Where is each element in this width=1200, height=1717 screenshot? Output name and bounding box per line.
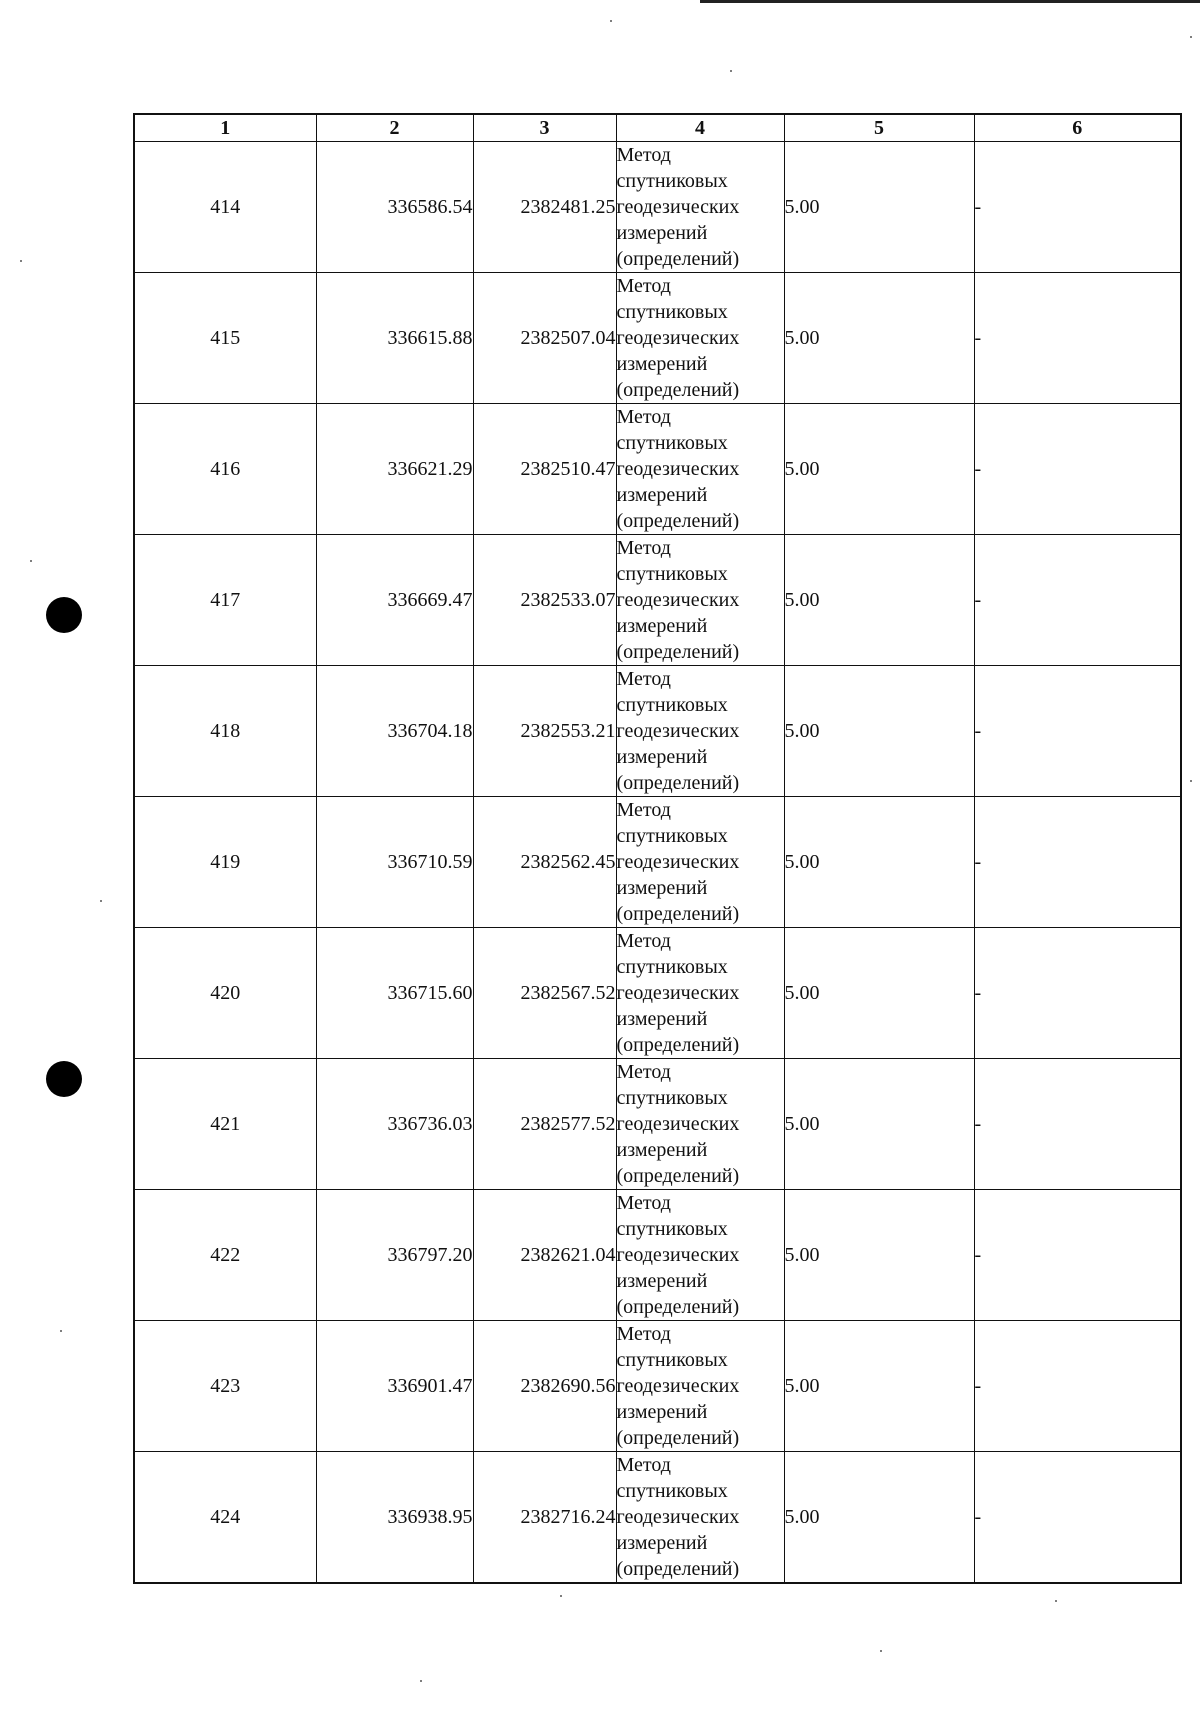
y-coordinate-cell: 2382567.52 [473,928,616,1059]
method-text-line: Метод [616,1192,671,1214]
method-text-line: Метод [616,537,671,559]
method-text-line: геодезических [616,851,740,873]
coordinates-table [133,113,1182,1584]
method-cell [616,142,784,273]
accuracy-cell: 5.00 [784,1190,974,1321]
note-cell: - [974,1190,1181,1321]
note-cell: - [974,535,1181,666]
point-number-cell: 418 [134,666,316,797]
y-coordinate-cell: 2382481.25 [473,142,616,273]
y-coordinate-cell: 2382621.04 [473,1190,616,1321]
table-row [134,535,1181,666]
method-text-line: (определений) [616,510,740,532]
note-cell: - [974,1321,1181,1452]
y-coordinate-cell: 2382562.45 [473,797,616,928]
x-coordinate-cell: 336621.29 [316,404,473,535]
point-number-cell: 423 [134,1321,316,1452]
table-row [134,1321,1181,1452]
method-text-line: (определений) [616,1165,740,1187]
accuracy-cell: 5.00 [784,535,974,666]
scan-speck [880,1650,882,1652]
table-row [134,1190,1181,1321]
method-cell [616,1059,784,1190]
scan-speck [420,1680,422,1682]
method-cell [616,535,784,666]
method-text-line: измерений [616,1139,708,1161]
method-cell [616,928,784,1059]
scan-top-edge-line [700,0,1200,3]
method-text-line: Метод [616,799,671,821]
point-number-cell: 421 [134,1059,316,1190]
method-cell [616,1321,784,1452]
y-coordinate-cell: 2382553.21 [473,666,616,797]
x-coordinate-cell: 336797.20 [316,1190,473,1321]
method-text-line: (определений) [616,379,740,401]
x-coordinate-cell: 336710.59 [316,797,473,928]
method-text-line: (определений) [616,1296,740,1318]
method-text-line: спутниковых [616,825,728,847]
method-text-line: геодезических [616,327,740,349]
table-row [134,666,1181,797]
scan-speck [1190,780,1192,782]
y-coordinate-cell: 2382577.52 [473,1059,616,1190]
scan-speck [100,900,102,902]
accuracy-cell: 5.00 [784,666,974,797]
table-row [134,273,1181,404]
accuracy-cell: 5.00 [784,1059,974,1190]
scan-speck [730,70,732,72]
method-text-line: (определений) [616,1427,740,1449]
method-text-line: геодезических [616,1375,740,1397]
method-cell [616,1190,784,1321]
method-text-line: спутниковых [616,563,728,585]
note-cell: - [974,1452,1181,1584]
point-number-cell: 422 [134,1190,316,1321]
method-cell [616,404,784,535]
method-text-line: измерений [616,1270,708,1292]
method-text-line: Метод [616,1061,671,1083]
column-header: 6 [974,114,1181,142]
accuracy-cell: 5.00 [784,404,974,535]
method-text-line: измерений [616,877,708,899]
method-text-line: (определений) [616,1558,740,1580]
table-row [134,928,1181,1059]
column-header: 1 [134,114,316,142]
method-text-line: геодезических [616,982,740,1004]
method-text-line: измерений [616,746,708,768]
y-coordinate-cell: 2382533.07 [473,535,616,666]
point-number-cell: 414 [134,142,316,273]
method-text-line: спутниковых [616,1218,728,1240]
scan-speck [30,560,32,562]
method-text-line: спутниковых [616,432,728,454]
method-text-line: измерений [616,1532,708,1554]
method-text-line: Метод [616,1323,671,1345]
y-coordinate-cell: 2382716.24 [473,1452,616,1584]
point-number-cell: 416 [134,404,316,535]
method-text-line: Метод [616,1454,671,1476]
table-row [134,142,1181,273]
method-text-line: спутниковых [616,301,728,323]
accuracy-cell: 5.00 [784,1452,974,1584]
method-text-line: измерений [616,1008,708,1030]
method-text-line: спутниковых [616,170,728,192]
method-text-line: Метод [616,144,671,166]
method-text-line: геодезических [616,1506,740,1528]
punch-hole [46,597,82,633]
column-header: 3 [473,114,616,142]
method-text-line: измерений [616,484,708,506]
method-text-line: Метод [616,930,671,952]
method-text-line: (определений) [616,772,740,794]
scan-speck [1055,1600,1057,1602]
method-text-line: (определений) [616,641,740,663]
x-coordinate-cell: 336669.47 [316,535,473,666]
scan-speck [20,260,22,262]
method-text-line: спутниковых [616,1087,728,1109]
method-cell [616,273,784,404]
method-text-line: измерений [616,353,708,375]
method-text-line: измерений [616,1401,708,1423]
x-coordinate-cell: 336938.95 [316,1452,473,1584]
method-text-line: спутниковых [616,694,728,716]
method-text-line: геодезических [616,196,740,218]
method-text-line: геодезических [616,720,740,742]
method-text-line: Метод [616,406,671,428]
method-cell [616,797,784,928]
accuracy-cell: 5.00 [784,273,974,404]
scan-speck [60,1330,62,1332]
table-row [134,404,1181,535]
method-text-line: измерений [616,222,708,244]
table-row [134,797,1181,928]
note-cell: - [974,142,1181,273]
y-coordinate-cell: 2382510.47 [473,404,616,535]
x-coordinate-cell: 336586.54 [316,142,473,273]
table-row [134,1452,1181,1584]
method-text-line: (определений) [616,248,740,270]
x-coordinate-cell: 336901.47 [316,1321,473,1452]
method-text-line: измерений [616,615,708,637]
point-number-cell: 420 [134,928,316,1059]
accuracy-cell: 5.00 [784,1321,974,1452]
x-coordinate-cell: 336615.88 [316,273,473,404]
point-number-cell: 415 [134,273,316,404]
method-text-line: (определений) [616,1034,740,1056]
method-text-line: геодезических [616,1244,740,1266]
punch-hole [46,1061,82,1097]
method-text-line: спутниковых [616,1480,728,1502]
accuracy-cell: 5.00 [784,928,974,1059]
method-text-line: спутниковых [616,956,728,978]
note-cell: - [974,1059,1181,1190]
accuracy-cell: 5.00 [784,142,974,273]
note-cell: - [974,404,1181,535]
method-text-line: спутниковых [616,1349,728,1371]
note-cell: - [974,666,1181,797]
x-coordinate-cell: 336736.03 [316,1059,473,1190]
point-number-cell: 419 [134,797,316,928]
point-number-cell: 417 [134,535,316,666]
point-number-cell: 424 [134,1452,316,1584]
x-coordinate-cell: 336715.60 [316,928,473,1059]
table-header-row [134,114,1181,142]
scan-speck [560,1595,562,1597]
method-text-line: геодезических [616,589,740,611]
method-text-line: Метод [616,668,671,690]
method-cell [616,666,784,797]
scan-speck [610,20,612,22]
y-coordinate-cell: 2382507.04 [473,273,616,404]
method-text-line: геодезических [616,458,740,480]
method-cell [616,1452,784,1584]
table-row [134,1059,1181,1190]
note-cell: - [974,273,1181,404]
column-header: 5 [784,114,974,142]
note-cell: - [974,797,1181,928]
column-header: 4 [616,114,784,142]
column-header: 2 [316,114,473,142]
y-coordinate-cell: 2382690.56 [473,1321,616,1452]
scan-speck [1190,36,1192,38]
note-cell: - [974,928,1181,1059]
method-text-line: (определений) [616,903,740,925]
x-coordinate-cell: 336704.18 [316,666,473,797]
accuracy-cell: 5.00 [784,797,974,928]
method-text-line: геодезических [616,1113,740,1135]
method-text-line: Метод [616,275,671,297]
